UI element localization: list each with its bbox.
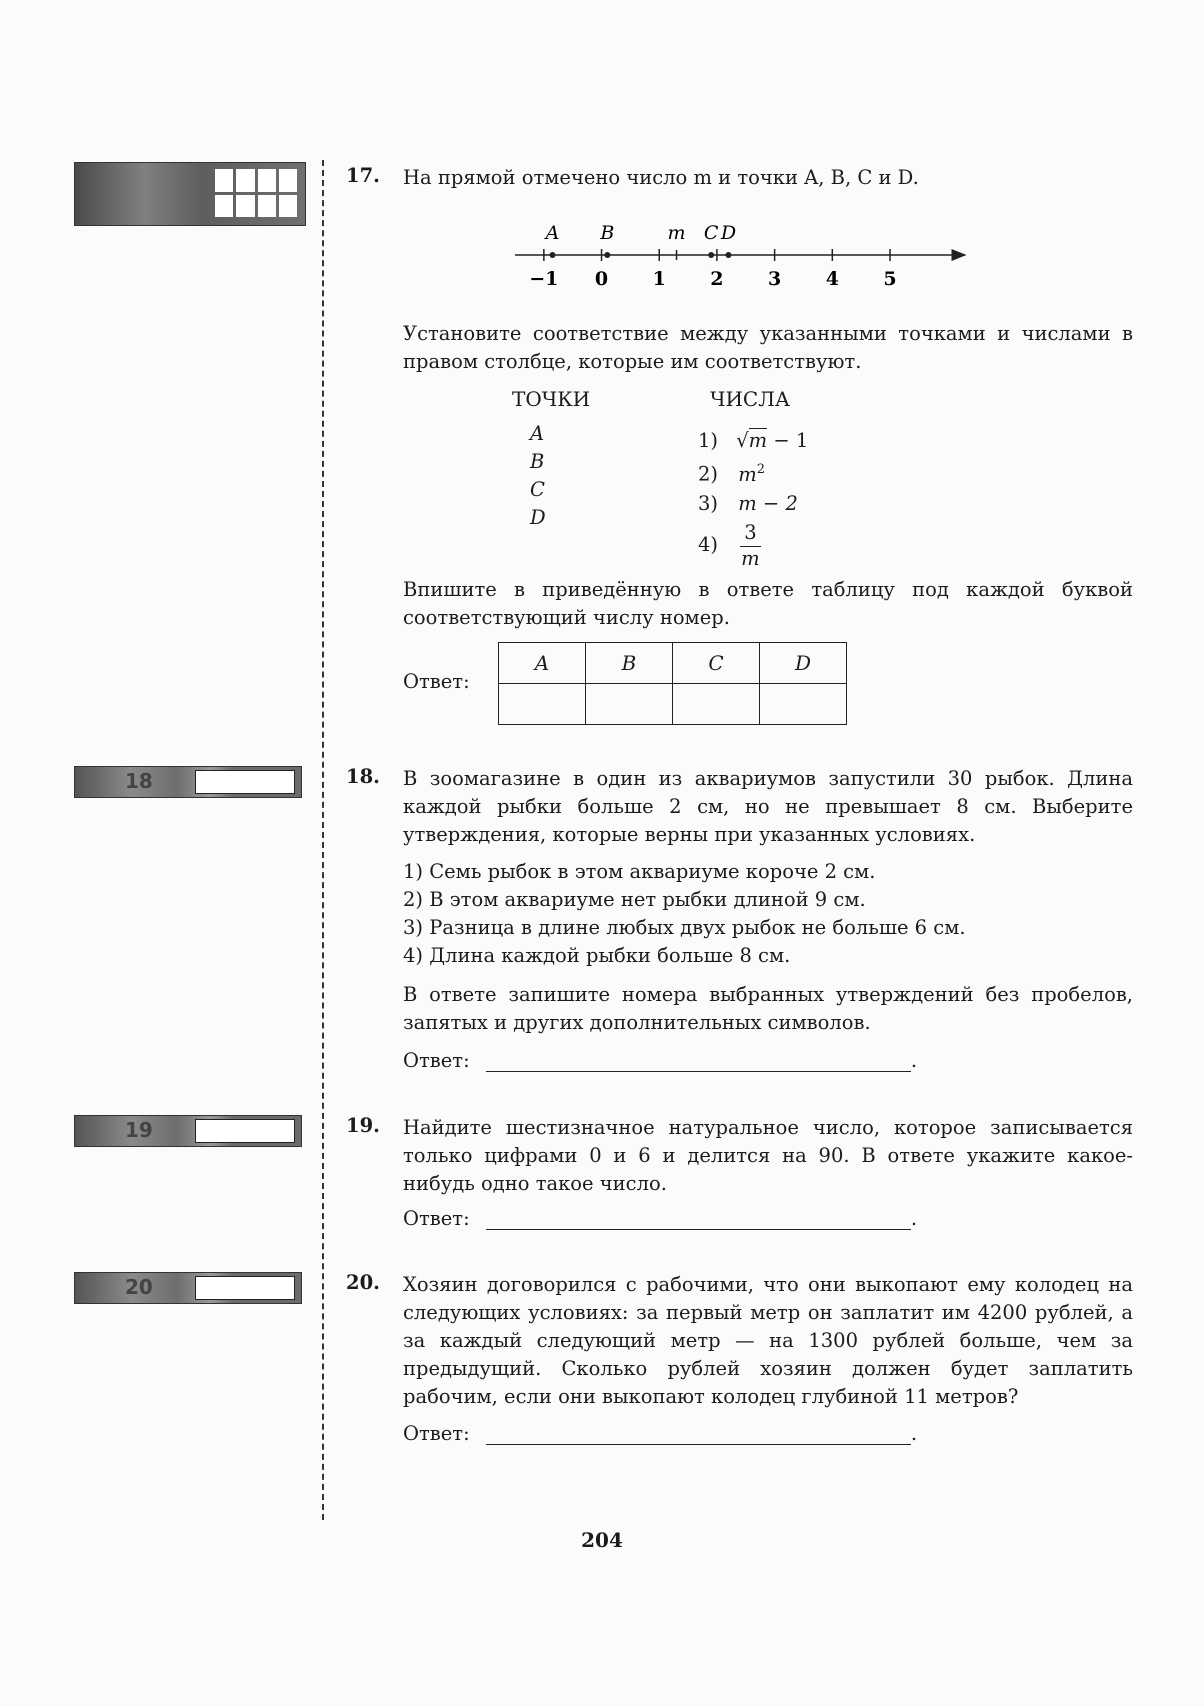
answer-cell[interactable]	[760, 684, 847, 725]
tick-label: 4	[825, 268, 839, 290]
marker-number: 18	[125, 769, 153, 793]
table-header: B	[586, 643, 673, 684]
answer-grid-marker-17	[74, 162, 306, 226]
q17-text: На прямой отмечено число m и точки A, B, C и D.	[403, 166, 919, 189]
point-label-d: D	[720, 222, 737, 244]
option: 4) Длина каждой рыбки больше 8 см.	[403, 944, 791, 967]
number-line	[510, 215, 970, 295]
option-3	[698, 489, 808, 518]
sqrt-radicand: m	[748, 429, 768, 452]
answer-label: Ответ:	[403, 1049, 470, 1072]
q19-answer: Ответ: .	[403, 1207, 918, 1230]
cut-line	[322, 160, 324, 1520]
tick-label: 1	[652, 268, 666, 290]
marker-number: 20	[125, 1275, 153, 1299]
answer-line[interactable]	[486, 1051, 911, 1072]
table-header: D	[760, 643, 847, 684]
q20-number: 20.	[346, 1271, 380, 1294]
option-number: 2)	[698, 462, 719, 486]
option-expression: m − 2	[738, 491, 798, 515]
option-2	[698, 455, 808, 489]
tick-label: 0	[594, 268, 609, 290]
option: 2) В этом аквариуме нет рыбки длиной 9 см.	[403, 888, 866, 911]
point-b	[604, 252, 610, 258]
q17-number: 17.	[346, 164, 380, 187]
answer-line[interactable]	[486, 1209, 911, 1230]
point-label: B	[530, 450, 545, 473]
points-column	[530, 420, 546, 532]
option-number: 4)	[698, 532, 719, 556]
point-d	[725, 252, 731, 258]
col-points-header: ТОЧКИ	[512, 387, 591, 411]
q18-answer: Ответ: .	[403, 1049, 918, 1072]
q17-answer-table	[498, 642, 847, 725]
q19-number: 19.	[346, 1114, 380, 1137]
tick-label: 2	[710, 268, 724, 290]
col-numbers-header: ЧИСЛА	[710, 387, 791, 411]
table-header: A	[499, 643, 586, 684]
option-tail: − 1	[773, 429, 809, 452]
q17-instruction: Установите соответствие между указанными точками и числами в правом столбце, которые им соответствуют.	[403, 322, 1133, 373]
q18-instruction: В ответе запишите номера выбранных утверждений без пробелов, запятых и других дополнительных символов.	[403, 983, 1133, 1034]
point-label: A	[530, 422, 545, 445]
q17-fill-instruction: Впишите в приведённую в ответе таблицу под каждой буквой соответствующий числу номер.	[403, 578, 1133, 629]
point-label-b: B	[600, 222, 615, 244]
option: 3) Разница в длине любых двух рыбок не больше 6 см.	[403, 916, 966, 939]
q20-answer: Ответ: .	[403, 1422, 918, 1445]
q17-answer-label: Ответ:	[403, 670, 470, 693]
option-1: 1) √m − 1	[698, 429, 809, 452]
point-label-m: m	[667, 222, 686, 244]
q19-text: Найдите шестизначное натуральное число, которое записывается только цифрами 0 и 6 и делится на 90. В ответе укажите какое-нибудь одно такое число.	[403, 1116, 1133, 1195]
page-number: 204	[581, 1528, 623, 1552]
point-c	[708, 252, 714, 258]
power-exponent: 2	[756, 462, 765, 477]
option-4	[698, 520, 808, 571]
answer-label: Ответ:	[403, 1207, 470, 1230]
numbers-column	[698, 426, 808, 571]
tick-label: 3	[767, 268, 782, 290]
answer-cell[interactable]	[673, 684, 760, 725]
option-number: 3)	[698, 491, 719, 515]
point-label: D	[530, 506, 546, 529]
tick-label: −1	[529, 268, 559, 290]
fraction	[740, 520, 760, 571]
q18-number: 18.	[346, 765, 380, 788]
q18-options	[403, 858, 966, 970]
tick-label: 5	[883, 268, 897, 290]
point-label: C	[530, 478, 545, 501]
answer-box-marker-18	[74, 766, 302, 798]
point-label-c: C	[703, 222, 719, 244]
point-label-a: A	[545, 222, 560, 244]
option-number: 1)	[698, 429, 719, 452]
answer-label: Ответ:	[403, 1422, 470, 1445]
q20-text: Хозяин договорился с рабочими, что они выкопают ему колодец на следующих условиях: за первый метр он заплатит им 4200 рублей, а за каждый следующий метр — на 1300 рублей больше, чем за предыдущий. Сколько рублей хозяин должен будет заплатить рабочим, если они выкопают колодец глубиной 11 метров?	[403, 1273, 1133, 1408]
answer-box-marker-19	[74, 1115, 302, 1147]
answer-cell[interactable]	[586, 684, 673, 725]
q18-text: В зоомагазине в один из аквариумов запустили 30 рыбок. Длина каждой рыбки больше 2 см, но не превышает 8 см. Выберите утверждения, которые верны при указанных условиях.	[403, 767, 1133, 846]
option: 1) Семь рыбок в этом аквариуме короче 2 см.	[403, 860, 876, 883]
power-base: m	[738, 462, 757, 486]
numerator: 3	[740, 520, 760, 547]
marker-number: 19	[125, 1118, 153, 1142]
denominator: m	[741, 546, 760, 570]
answer-line[interactable]	[486, 1424, 911, 1445]
answer-box-marker-20	[74, 1272, 302, 1304]
answer-cell[interactable]	[499, 684, 586, 725]
point-a	[550, 252, 556, 258]
table-header: C	[673, 643, 760, 684]
